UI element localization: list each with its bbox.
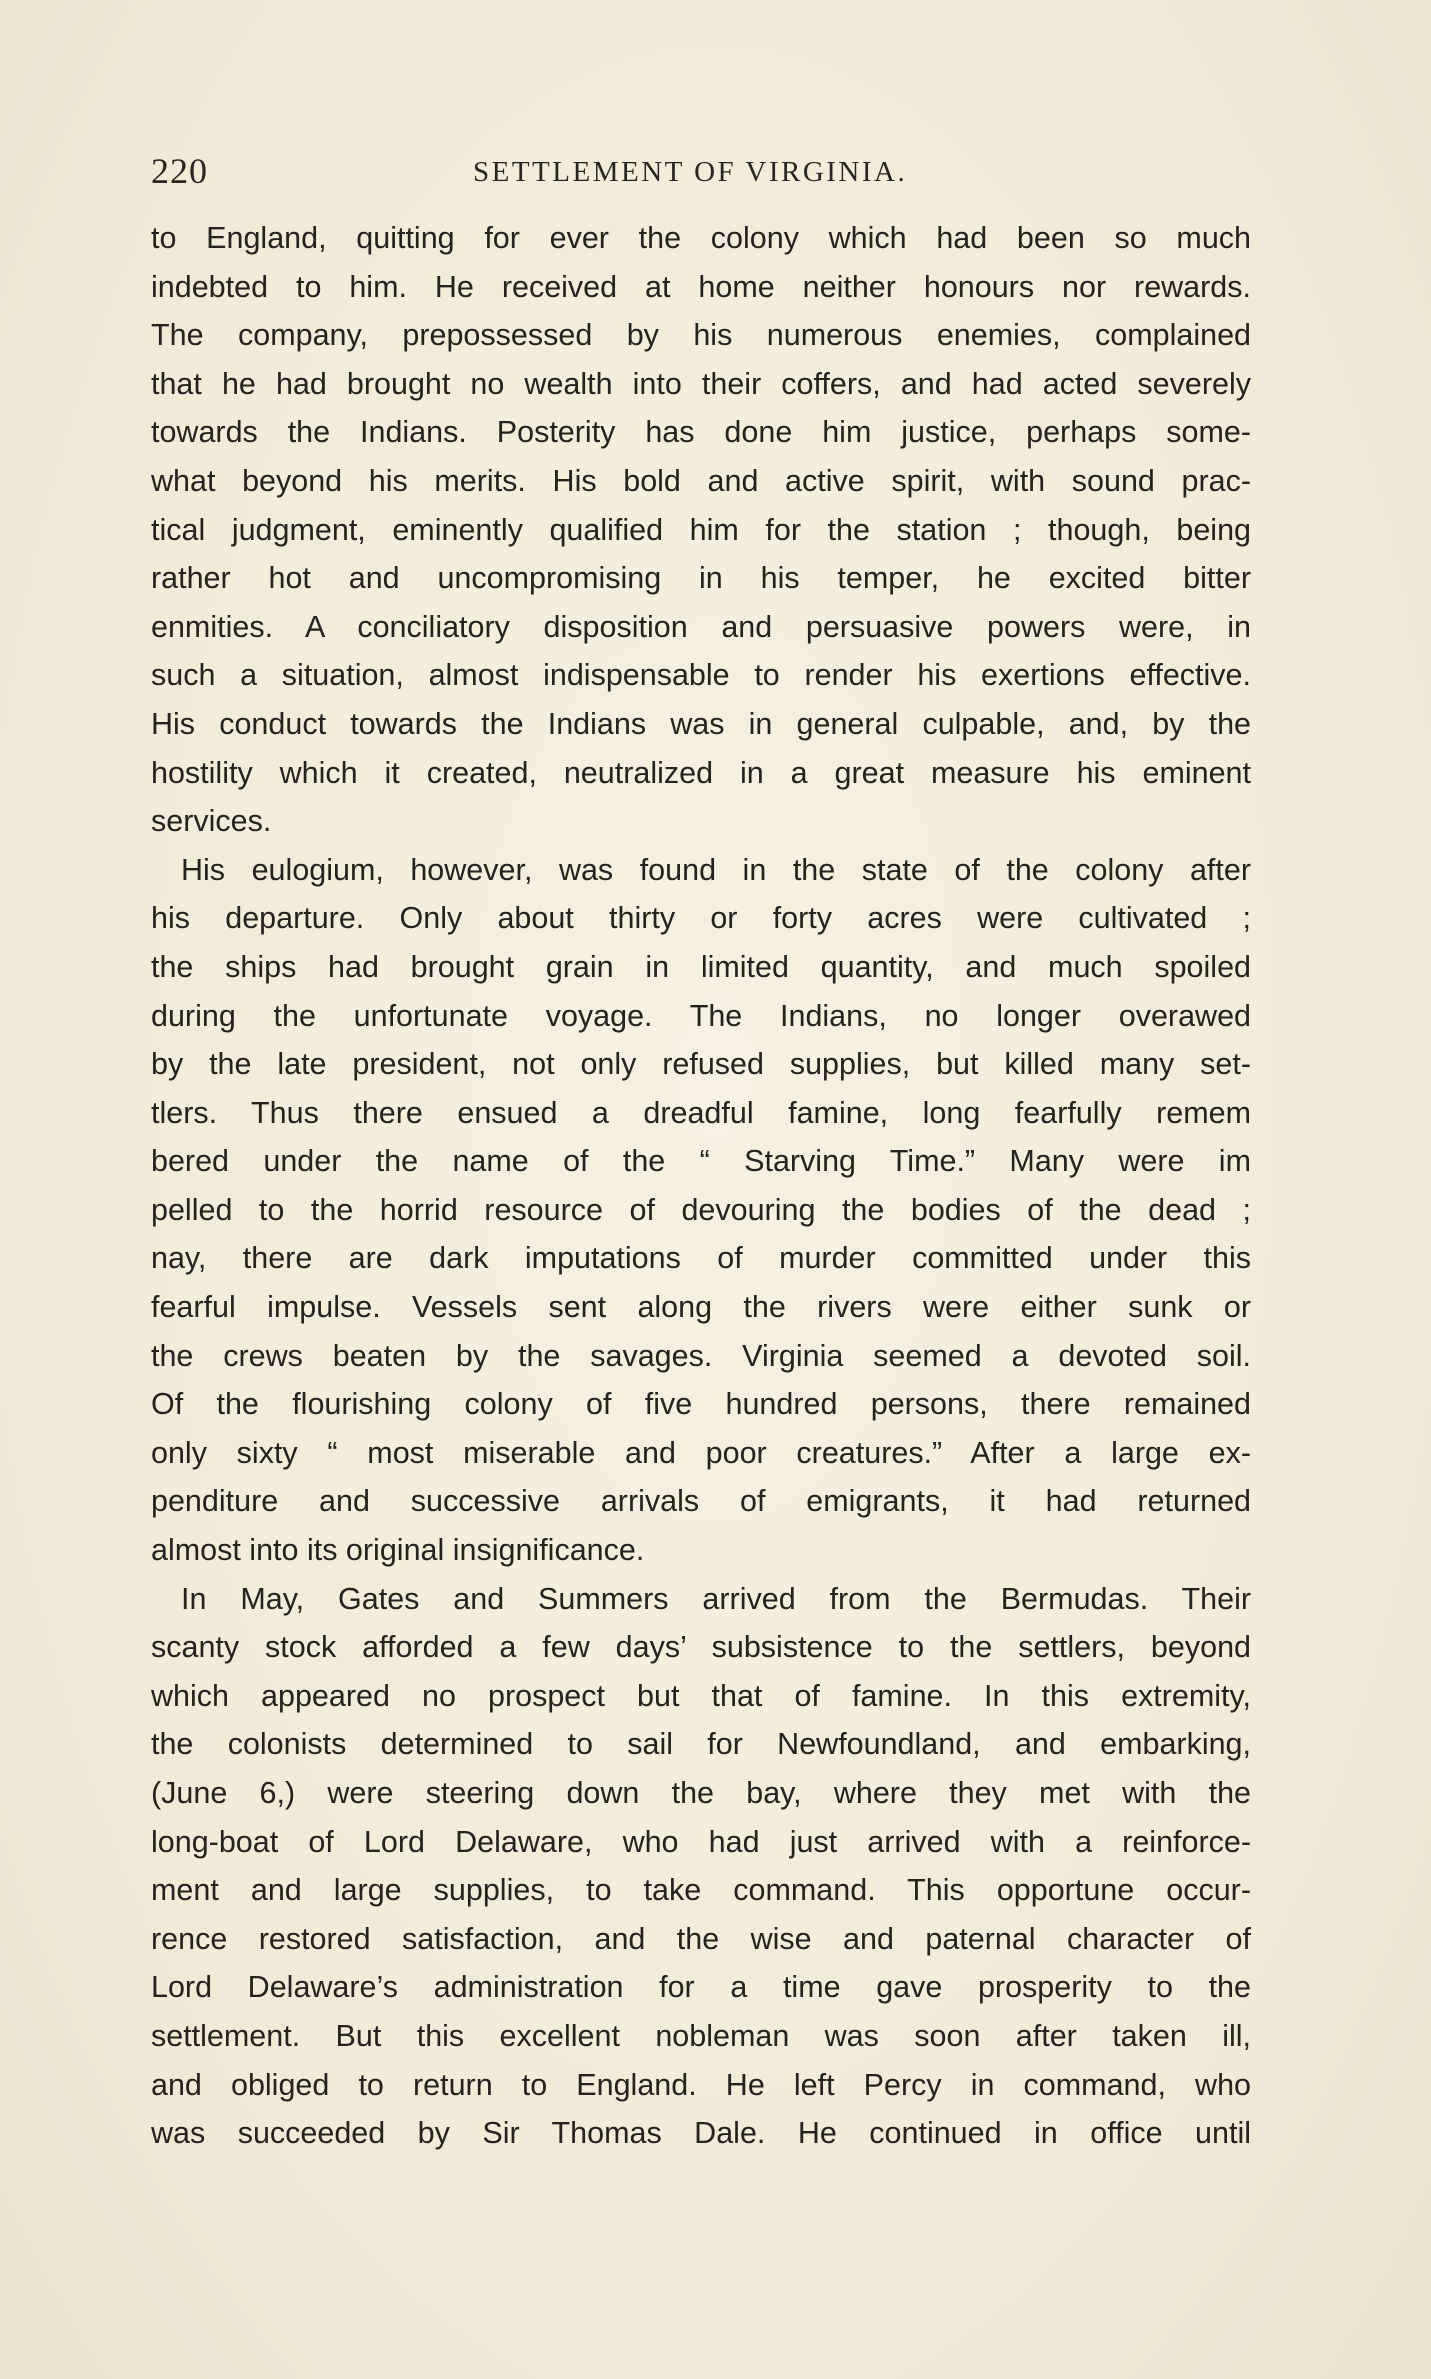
text-line: his departure. Only about thirty or forty acres were cultivated ; [151, 901, 1251, 936]
text-line: tlers. Thus there ensued a dreadful famine, long fearfully remem [151, 1095, 1251, 1130]
text-line: bered under the name of the “ Starving Time.” Many were im [151, 1144, 1251, 1179]
text-line: Lord Delaware’s administration for a time gave prosperity to the [151, 1970, 1251, 2005]
text-line: which appeared no prospect but that of famine. In this extremity, [151, 1678, 1251, 1713]
text-line: such a situation, almost indispensable to render his exertions effective. [151, 658, 1251, 693]
running-title: SETTLEMENT OF VIRGINIA. [473, 156, 908, 188]
text-line: scanty stock afforded a few days’ subsistence to the settlers, beyond [151, 1630, 1251, 1665]
text-line: during the unfortunate voyage. The Indians, no longer overawed [151, 998, 1251, 1033]
text-line: indebted to him. He received at home neither honours nor rewards. [151, 269, 1251, 304]
text-line: by the late president, not only refused supplies, but killed many set- [151, 1047, 1251, 1082]
text-line: that he had brought no wealth into their coffers, and had acted severely [151, 366, 1251, 401]
text-line: the ships had brought grain in limited quantity, and much spoiled [151, 949, 1251, 984]
text-line: hostility which it created, neutralized in a great measure his eminent [151, 755, 1251, 790]
body-text [151, 214, 1251, 2158]
text-line: the crews beaten by the savages. Virginia seemed a devoted soil. [151, 1338, 1251, 1373]
text-line: pelled to the horrid resource of devouring the bodies of the dead ; [151, 1192, 1251, 1227]
text-line: almost into its original insignificance. [151, 1533, 645, 1568]
text-line: penditure and successive arrivals of emigrants, it had returned [151, 1484, 1251, 1519]
text-line: was succeeded by Sir Thomas Dale. He continued in office until [151, 2116, 1251, 2151]
text-line: fearful impulse. Vessels sent along the rivers were either sunk or [151, 1290, 1251, 1325]
text-line: ment and large supplies, to take command. This opportune occur- [151, 1873, 1251, 1908]
text-line: to England, quitting for ever the colony which had been so much [151, 221, 1251, 255]
page-header [151, 150, 1261, 200]
text-line: the colonists determined to sail for Newfoundland, and embarking, [151, 1727, 1251, 1762]
text-line: Of the flourishing colony of five hundred persons, there remained [151, 1387, 1251, 1422]
text-line: nay, there are dark imputations of murder committed under this [151, 1241, 1251, 1276]
text-line: long-boat of Lord Delaware, who had just arrived with a reinforce- [151, 1824, 1251, 1859]
text-line: settlement. But this excellent nobleman was soon after taken ill, [151, 2018, 1251, 2053]
text-line: enmities. A conciliatory disposition and persuasive powers were, in [151, 609, 1251, 644]
text-line: tical judgment, eminently qualified him for the station ; though, being [151, 512, 1251, 547]
text-line: rence restored satisfaction, and the wise and paternal character of [151, 1921, 1251, 1956]
page-number: 220 [151, 151, 208, 191]
text-line: only sixty “ most miserable and poor creatures.” After a large ex- [151, 1435, 1251, 1470]
text-line: His conduct towards the Indians was in general culpable, and, by the [151, 706, 1251, 741]
text-line: towards the Indians. Posterity has done him justice, perhaps some- [151, 415, 1251, 450]
text-line: rather hot and uncompromising in his temper, he excited bitter [151, 561, 1251, 596]
text-line: The company, prepossessed by his numerous enemies, complained [151, 318, 1251, 353]
text-line: services. [151, 804, 272, 839]
text-line: His eulogium, however, was found in the state of the colony after [181, 852, 1251, 887]
text-line: (June 6,) were steering down the bay, where they met with the [151, 1776, 1251, 1810]
text-line: In May, Gates and Summers arrived from the Bermudas. Their [181, 1581, 1251, 1616]
text-line: what beyond his merits. His bold and active spirit, with sound prac- [151, 463, 1251, 498]
text-line: and obliged to return to England. He left Percy in command, who [151, 2067, 1251, 2102]
